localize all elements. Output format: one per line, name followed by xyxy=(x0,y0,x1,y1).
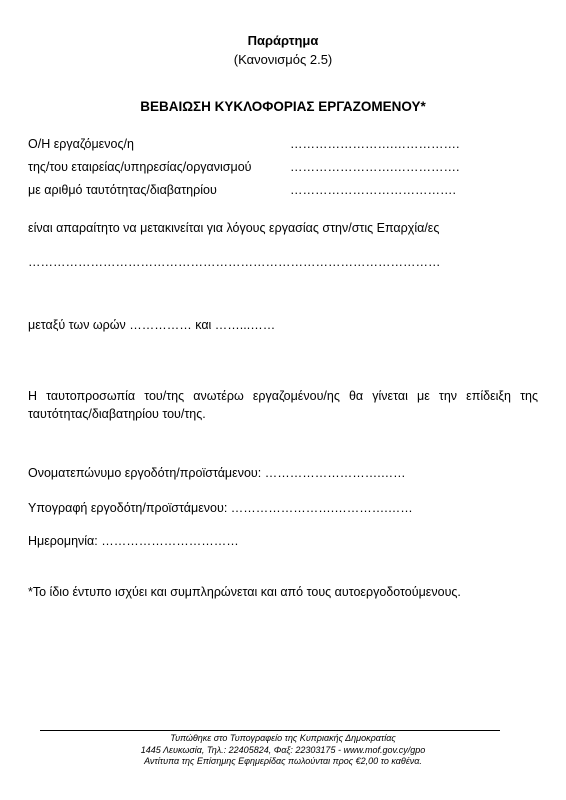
footer-divider xyxy=(40,730,500,731)
footnote: *Το ίδιο έντυπο ισχύει και συμπληρώνεται και από τους αυτοεργοδοτούμενους. xyxy=(28,585,461,599)
employer-signature-field[interactable]: Υπογραφή εργοδότη/προϊστάμενου: …………………….………….…… xyxy=(28,501,413,515)
hours-field[interactable]: μεταξύ των ωρών …………… και ……...…… xyxy=(28,318,276,332)
must-move-statement: είναι απαραίτητο να μετακινείται για λόγους εργασίας στην/στις Επαρχία/ες xyxy=(28,221,440,235)
date-field[interactable]: Ημερομηνία: …………………………… xyxy=(28,534,239,548)
footer-printer: Τυπώθηκε στο Τυπογραφείο της Κυπριακής Δημοκρατίας xyxy=(170,733,396,743)
regulation-reference: (Κανονισμός 2.5) xyxy=(233,52,333,67)
employer-name-field[interactable]: Ονοματεπώνυμο εργοδότη/προϊστάμενου: ……………………….…… xyxy=(28,466,406,480)
id-number-blank[interactable]: …………………………………. xyxy=(290,183,456,197)
district-blank[interactable]: ……………………………………………………………………………………… xyxy=(28,255,441,269)
company-label: της/του εταιρείας/υπηρεσίας/οργανισμού xyxy=(28,160,252,174)
footer-price: Αντίτυπα της Επίσημης Εφημερίδας πωλούνται προς €2,00 το καθένα. xyxy=(144,756,422,766)
id-number-label: με αριθμό ταυτότητας/διαβατηρίου xyxy=(28,183,217,197)
company-blank[interactable]: …………………….……………. xyxy=(290,160,460,174)
document-title: ΒΕΒΑΙΩΣΗ ΚΥΚΛΟΦΟΡΙΑΣ ΕΡΓΑΖΟΜΕΝΟΥ* xyxy=(140,99,426,114)
annex-heading: Παράρτημα xyxy=(247,33,319,48)
employee-blank[interactable]: …………………….……………. xyxy=(290,137,460,151)
footer-contact: 1445 Λευκωσία, Τηλ.: 22405824, Φαξ: 22303175 - www.mof.gov.cy/gpo xyxy=(140,744,426,755)
employee-label: Ο/Η εργαζόμενος/η xyxy=(28,137,134,151)
identification-statement: Η ταυτοπροσωπία του/της ανωτέρω εργαζομένου/ης θα γίνεται με την επίδειξη της ταυτότητας/διαβατηρίου του/της. xyxy=(28,389,538,421)
